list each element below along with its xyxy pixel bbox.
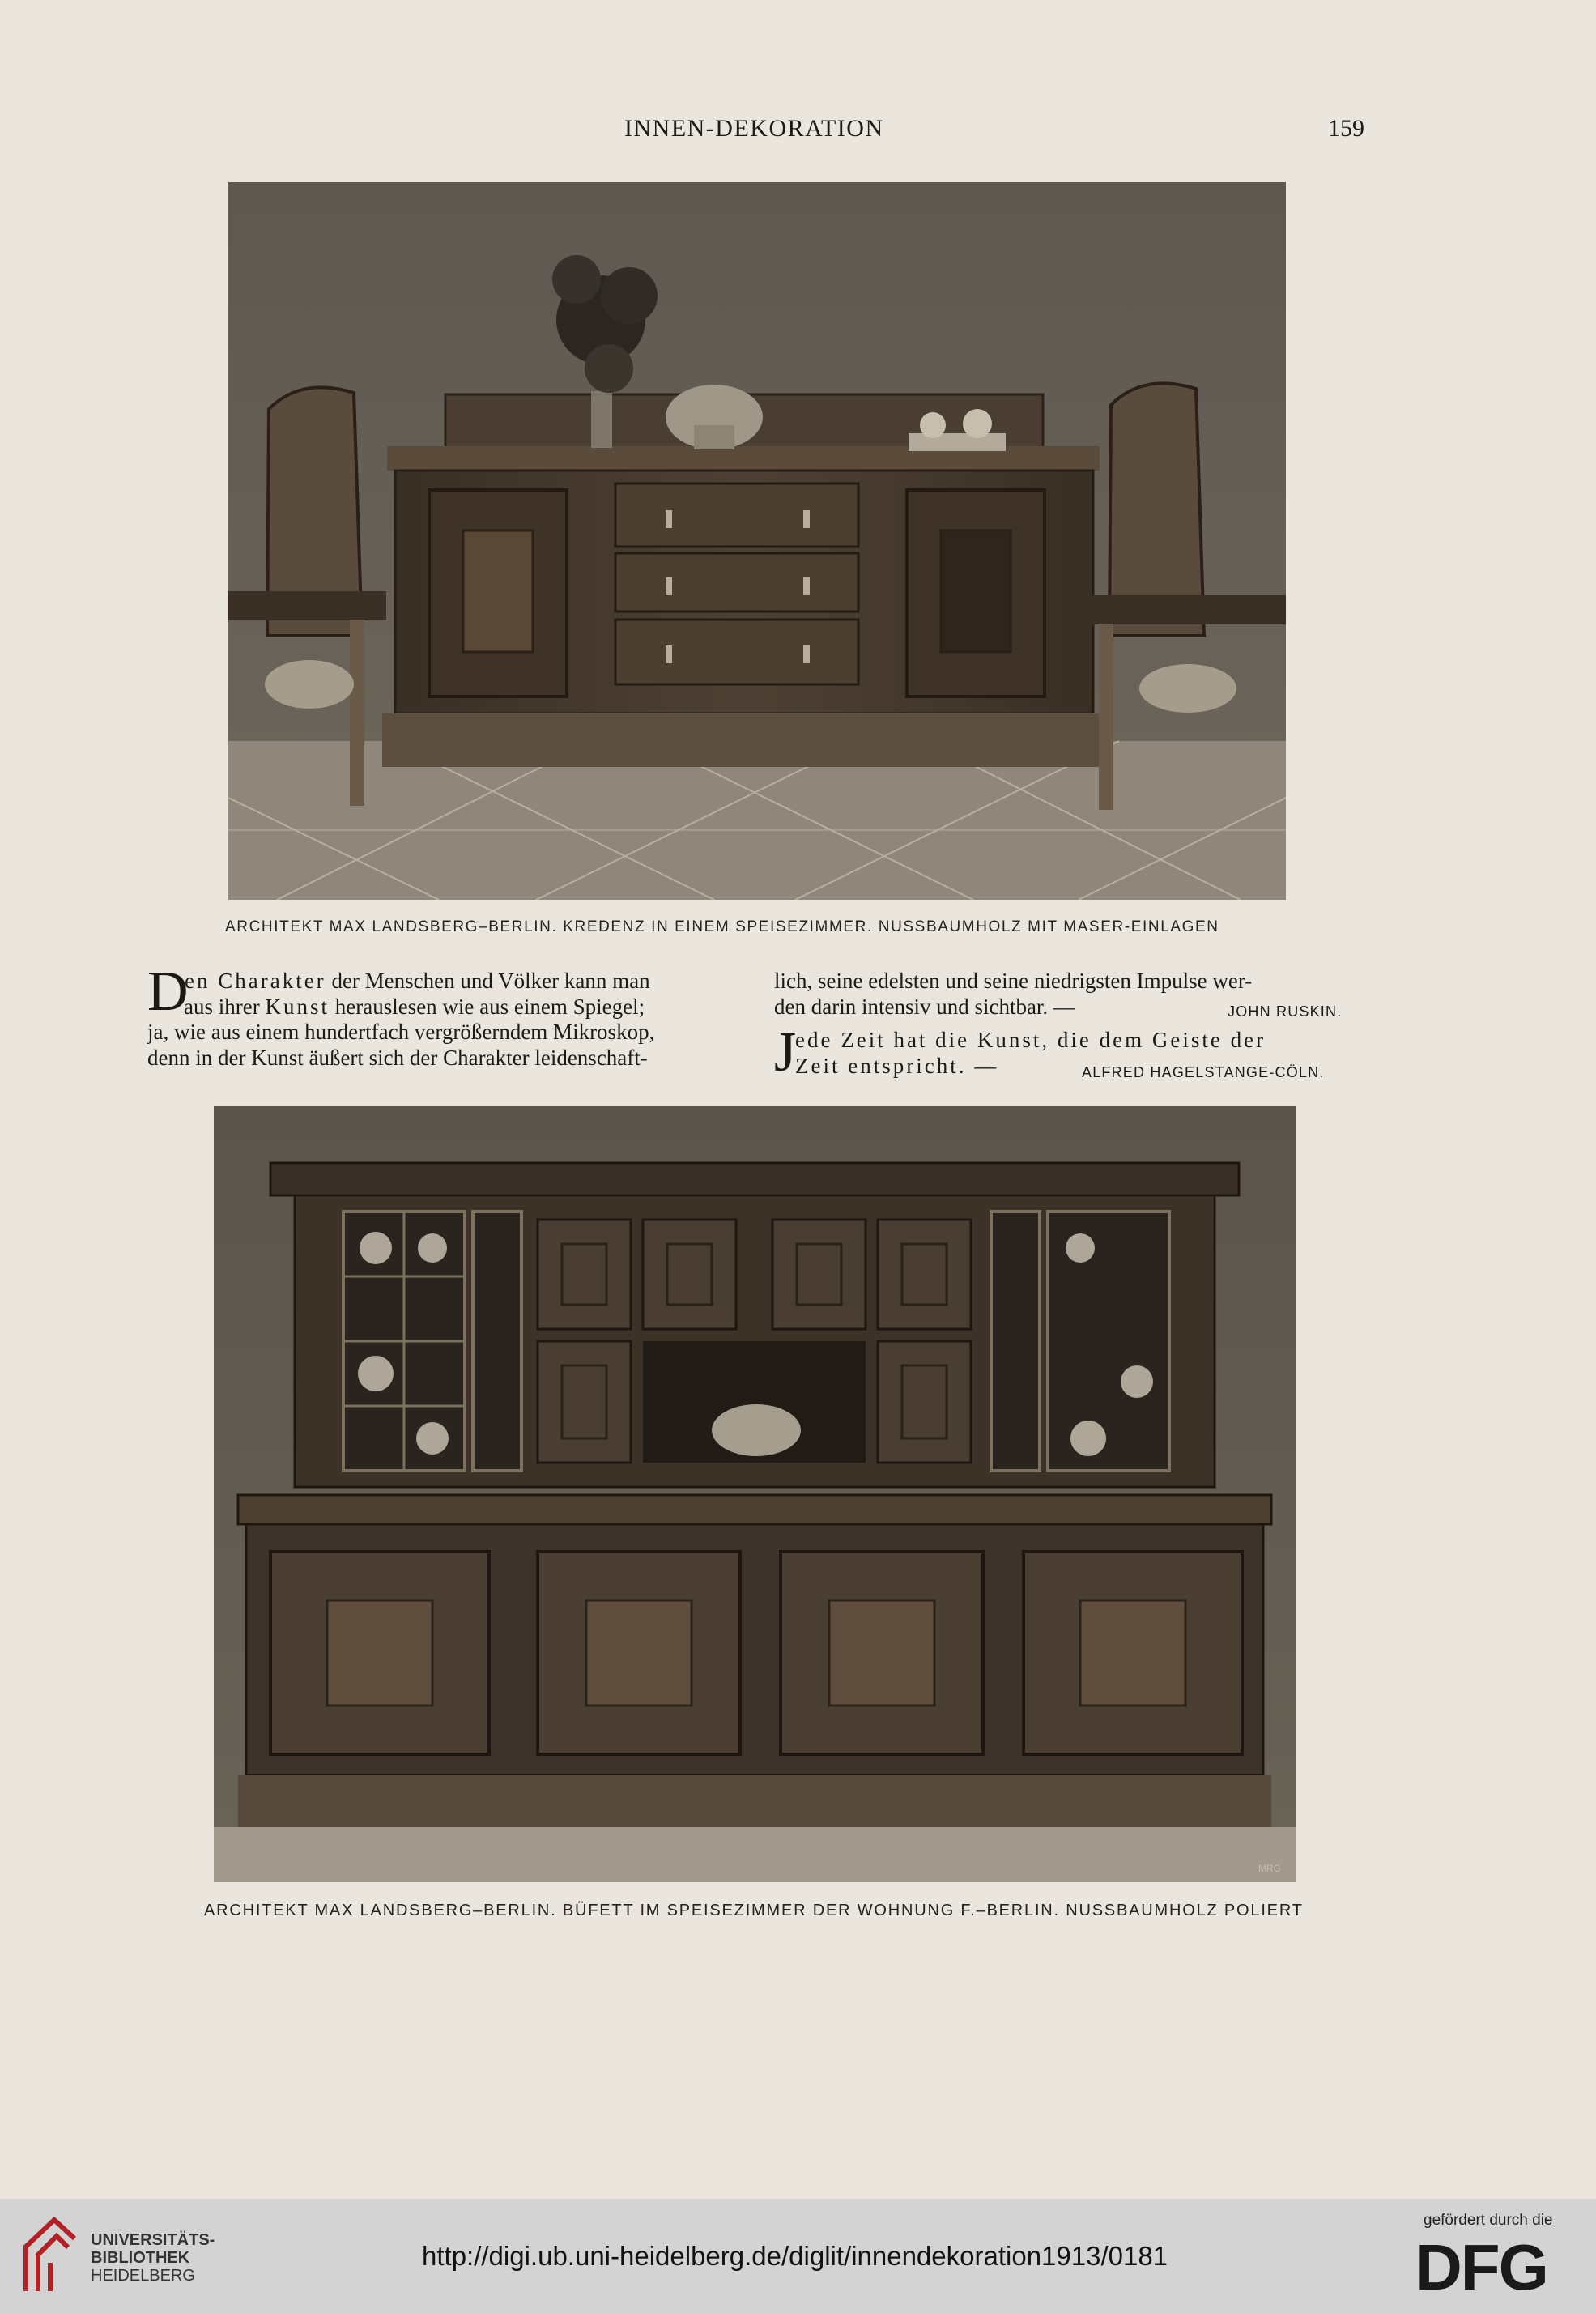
quote-author-hagelstange: ALFRED HAGELSTANGE-CÖLN. [1082, 1063, 1325, 1080]
text-line: denn in der Kunst äußert sich der Charakter leidenschaft- [147, 1045, 648, 1070]
text-line-body: der Menschen und Völker kann man [326, 969, 650, 993]
ub-heidelberg-logo [18, 2210, 83, 2299]
quote-line: ede Zeit hat die Kunst, die dem Geiste der [795, 1028, 1266, 1052]
photo-mark: MRG [1258, 1863, 1281, 1874]
spaced-word: Kunst [265, 994, 330, 1019]
permalink-url[interactable]: http://digi.ub.uni-heidelberg.de/diglit/innendekoration1913/0181 [422, 2241, 1168, 2271]
figure-1-caption: ARCHITEKT MAX LANDSBERG–BERLIN. KREDENZ IN EINEM SPEISEZIMMER. NUSSBAUMHOLZ MIT MASER-EINLAGEN [225, 918, 1219, 935]
running-head [0, 115, 1596, 147]
library-name-line1: UNIVERSITÄTS- [91, 2231, 215, 2249]
funded-by-label: gefördert durch die [1424, 2212, 1553, 2229]
photo-buefett [214, 1106, 1296, 1882]
dropcap: D [147, 961, 189, 1023]
figure-2-caption: ARCHITEKT MAX LANDSBERG–BERLIN. BÜFETT IM SPEISEZIMMER DER WOHNUNG F.–BERLIN. NUSSBAUMHOLZ POLIERT [204, 1902, 1304, 1919]
library-name-line3: HEIDELBERG [91, 2267, 195, 2285]
page-number: 159 [1328, 115, 1364, 142]
text-line [147, 995, 742, 1020]
text-line-body: den darin intensiv und sichtbar. — [774, 994, 1075, 1019]
quote-line: Zeit entspricht. — [795, 1053, 999, 1078]
dfg-logo-text: DFG [1415, 2236, 1547, 2296]
text-column-left [147, 961, 742, 1071]
quote-author-ruskin: JOHN RUSKIN. [1228, 1003, 1343, 1020]
text-line-body: herauslesen wie aus einem Spiegel; [329, 994, 645, 1019]
spaced-word: en Charakter [185, 969, 326, 993]
digitization-footer [0, 2199, 1596, 2313]
text-line [774, 995, 1375, 1020]
text-line [774, 1054, 1375, 1080]
journal-title: INNEN-DEKORATION [624, 115, 884, 142]
photo-kredenz [228, 182, 1286, 900]
text-line-pre: aus ihrer [184, 994, 266, 1019]
dfg-logo [1415, 2236, 1577, 2296]
dropcap: J [774, 1021, 797, 1084]
text-line: lich, seine edelsten und seine niedrigsten Impulse wer- [774, 969, 1253, 993]
text-line: ja, wie aus einem hundertfach vergrößerndem Mikroskop, [147, 1020, 655, 1044]
text-column-right [774, 969, 1375, 1084]
library-name-line2: BIBLIOTHEK [91, 2249, 190, 2267]
text-line-lead [147, 969, 650, 993]
